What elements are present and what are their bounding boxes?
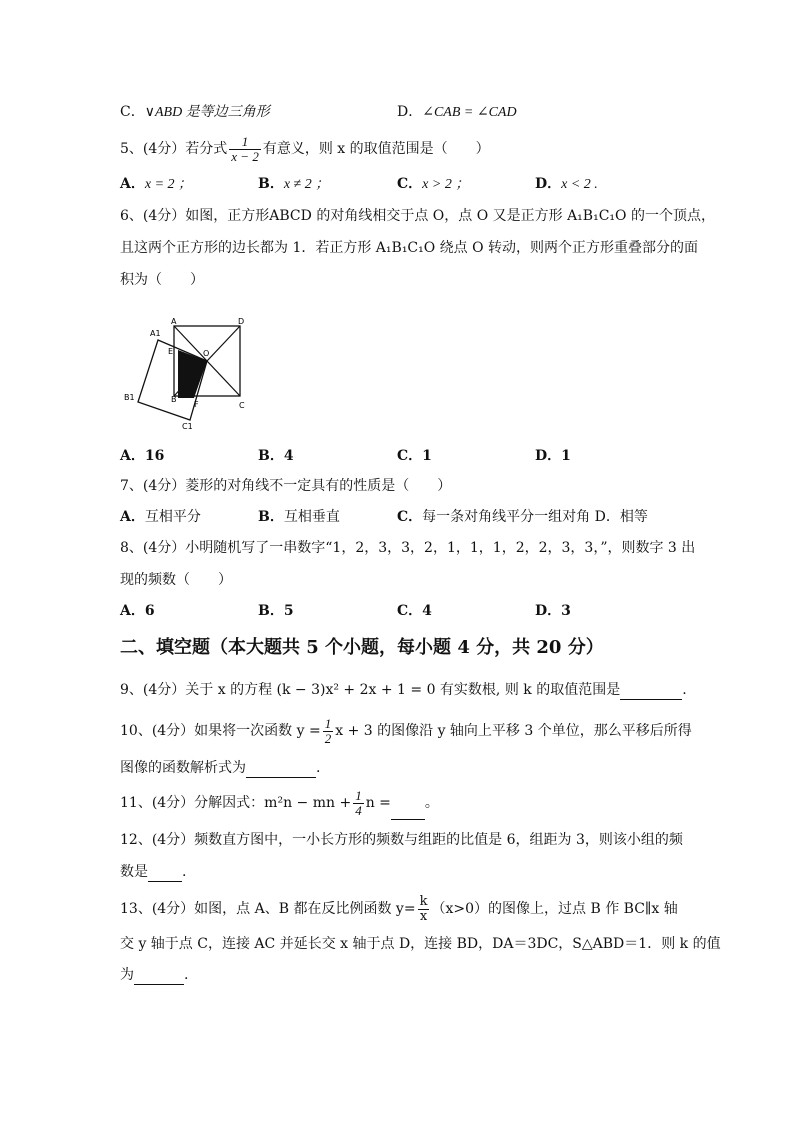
q13-line-3 bbox=[120, 965, 188, 985]
q5-suffix: 有意义，则 x 的取值范围是（ ） bbox=[262, 141, 490, 157]
q11-prefix: 11、(4分）分解因式：m²n − mn + bbox=[120, 795, 352, 811]
option-text: 互相垂直 bbox=[283, 509, 340, 525]
label-c1: C1 bbox=[182, 422, 193, 431]
q11-stem bbox=[120, 786, 439, 820]
option-label: D． bbox=[397, 104, 423, 120]
q12-line-2-text: 数是 bbox=[120, 864, 148, 880]
option-text: ∠CAB = ∠CAD bbox=[422, 105, 517, 120]
option-label: B． bbox=[258, 448, 284, 464]
fraction-numerator: 1 bbox=[229, 135, 261, 150]
label-a: A bbox=[171, 317, 177, 326]
answer-blank[interactable] bbox=[620, 685, 682, 700]
q4-option-c bbox=[120, 102, 270, 123]
option-label: A． bbox=[120, 448, 145, 464]
answer-blank[interactable] bbox=[134, 970, 184, 985]
fraction-numerator: 1 bbox=[355, 787, 362, 803]
q6-line-1: 6、(4分）如图，正方形ABCD 的对角线相交于点 O，点 O 又是正方形 A₁B₁C₁O 的一个顶点， bbox=[120, 208, 715, 224]
q10-prefix: 10、(4分）如果将一次函数 y = bbox=[120, 723, 321, 739]
q8-option-b bbox=[258, 601, 294, 621]
fraction-numerator: 1 bbox=[324, 715, 332, 731]
option-label: B． bbox=[258, 176, 284, 192]
option-label: B． bbox=[258, 509, 284, 525]
q6-line-3: 积为（ ） bbox=[120, 272, 204, 288]
answer-blank[interactable] bbox=[391, 805, 425, 820]
q13-end: . bbox=[184, 967, 189, 983]
option-text: 5 bbox=[283, 603, 294, 619]
q11-end: 。 bbox=[424, 795, 439, 811]
q13-suffix: （x>0）的图像上，过点 B 作 BC∥x 轴 bbox=[431, 901, 678, 917]
option-text: x > 2 ； bbox=[422, 177, 470, 192]
q6-option-a bbox=[120, 446, 164, 466]
q4-option-d bbox=[397, 102, 517, 123]
option-label: D． bbox=[535, 603, 562, 619]
q13-prefix: 13、(4分）如图，点 A、B 都在反比例函数 y= bbox=[120, 901, 416, 917]
fraction-denominator: x − 2 bbox=[231, 148, 259, 164]
option-text: x ≠ 2 ； bbox=[283, 177, 330, 192]
q8-line-1: 8、(4分）小明随机写了一串数字“1，2，3，3，2，1，1，1，2，2，3，3，”，则数字 3 出 bbox=[120, 540, 696, 556]
option-label: D． bbox=[535, 176, 562, 192]
option-label: C． bbox=[397, 176, 423, 192]
answer-blank[interactable] bbox=[148, 867, 182, 882]
q5-fraction bbox=[229, 135, 261, 164]
q13-fraction bbox=[418, 895, 430, 924]
q9-end: . bbox=[682, 682, 687, 698]
q5-option-b bbox=[258, 174, 329, 195]
option-text: 1 bbox=[422, 448, 432, 464]
option-text: x < 2 . bbox=[561, 177, 598, 192]
fraction-denominator: x bbox=[419, 908, 428, 924]
q10-end: . bbox=[316, 760, 321, 776]
option-label: A． bbox=[120, 176, 145, 192]
option-text: 4 bbox=[422, 603, 432, 619]
q8-option-a bbox=[120, 601, 155, 621]
option-text: 6 bbox=[144, 603, 155, 619]
option-label: C． bbox=[397, 603, 423, 619]
q6-option-b bbox=[258, 446, 294, 466]
option-text: 1 bbox=[561, 448, 571, 464]
q11-suffix: n = bbox=[365, 795, 391, 811]
label-b1: B1 bbox=[124, 393, 135, 402]
q10-stem bbox=[120, 714, 692, 748]
q5-option-d bbox=[535, 174, 598, 195]
q9-text: 9、(4分）关于 x 的方程 (k − 3)x² + 2x + 1 = 0 有实数根, 则 k 的取值范围是 bbox=[120, 682, 621, 698]
label-f: F bbox=[194, 400, 199, 409]
option-text: 互相平分 bbox=[144, 509, 201, 525]
q6-option-d bbox=[535, 446, 571, 466]
section-2-heading: 二、填空题（本大题共 5 个小题，每小题 4 分，共 20 分） bbox=[120, 637, 604, 658]
q13-line-2: 交 y 轴于点 C，连接 AC 并延长交 x 轴于点 D，连接 BD，DA＝3DC，S△ABD＝1．则 k 的值 bbox=[120, 936, 721, 952]
fraction-denominator: 2 bbox=[324, 730, 332, 746]
q10-line-2-text: 图像的函数解析式为 bbox=[120, 760, 246, 776]
label-d: D bbox=[238, 317, 245, 326]
q5-prefix: 5、(4分）若分式 bbox=[120, 141, 228, 157]
q5-stem bbox=[120, 132, 490, 166]
option-label: A． bbox=[120, 603, 145, 619]
option-label: A． bbox=[120, 509, 145, 525]
option-label: D． bbox=[535, 448, 562, 464]
q10-fraction bbox=[323, 717, 334, 746]
option-label: C． bbox=[397, 509, 423, 525]
option-text: 16 bbox=[144, 448, 165, 464]
q5-option-a bbox=[120, 174, 192, 195]
option-label: C． bbox=[120, 104, 145, 120]
q13-stem bbox=[120, 892, 678, 926]
option-text: ∨ABD 是等边三角形 bbox=[144, 105, 270, 120]
q7-stem: 7、(4分）菱形的对角线不一定具有的性质是（ ） bbox=[120, 478, 452, 494]
q8-line-2: 现的频数（ ） bbox=[120, 572, 232, 588]
fraction-denominator: 4 bbox=[355, 802, 362, 818]
option-text: 每一条对角线平分一组对角 D．相等 bbox=[422, 509, 648, 525]
option-text: 3 bbox=[561, 603, 571, 619]
q11-fraction bbox=[353, 789, 364, 818]
q6-option-c bbox=[397, 446, 432, 466]
answer-blank[interactable] bbox=[246, 763, 316, 778]
label-o: O bbox=[203, 349, 210, 358]
q9-stem bbox=[120, 680, 687, 700]
label-b: B bbox=[171, 395, 177, 404]
label-e: E bbox=[168, 347, 174, 356]
label-c: C bbox=[239, 401, 245, 410]
option-text: 4 bbox=[283, 448, 294, 464]
q12-line-1: 12、(4分）频数直方图中，一小长方形的频数与组距的比值是 6，组距为 3，则该小组的频 bbox=[120, 832, 683, 848]
option-label: B． bbox=[258, 603, 284, 619]
option-text: x = 2 ； bbox=[144, 177, 193, 192]
q10-line-2 bbox=[120, 758, 320, 778]
q12-line-2 bbox=[120, 862, 186, 882]
q6-line-2: 且这两个正方形的边长都为 1．若正方形 A₁B₁C₁O 绕点 O 转动，则两个正方形重叠部分的面 bbox=[120, 240, 699, 256]
q7-option-b bbox=[258, 507, 340, 527]
q10-suffix: x + 3 的图像沿 y 轴向上平移 3 个单位，那么平移后所得 bbox=[335, 723, 692, 739]
q6-square-figure bbox=[118, 314, 258, 434]
q7-option-a bbox=[120, 507, 201, 527]
label-a1: A1 bbox=[150, 329, 161, 338]
q5-option-c bbox=[397, 174, 469, 195]
q8-option-c bbox=[397, 601, 432, 621]
q13-line-3-text: 为 bbox=[120, 967, 134, 983]
q7-option-c bbox=[397, 507, 648, 527]
option-label: C． bbox=[397, 448, 423, 464]
q8-option-d bbox=[535, 601, 571, 621]
q12-end: . bbox=[182, 864, 187, 880]
fraction-numerator: k bbox=[419, 893, 428, 909]
